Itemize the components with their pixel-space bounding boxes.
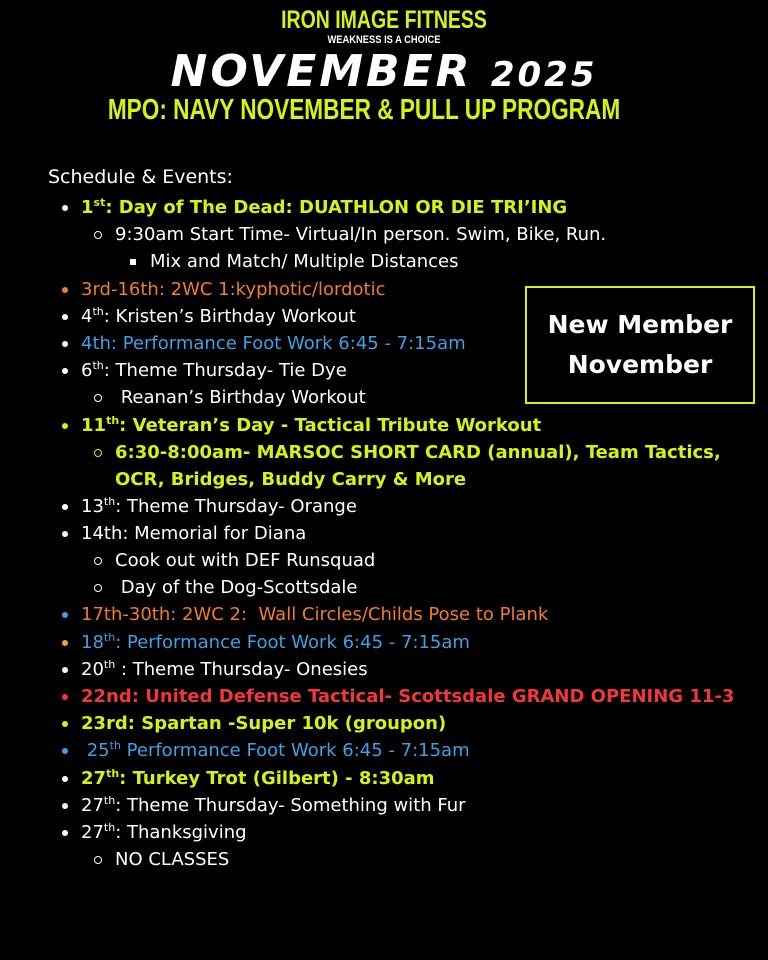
list-item: 9:30am Start Time- Virtual/In person. Swim, Bike, Run. xyxy=(0,221,768,248)
bullet-icon xyxy=(62,504,68,510)
bullet-icon xyxy=(94,856,102,864)
list-item: 1st: Day of The Dead: DUATHLON OR DIE TRI’ING xyxy=(0,194,768,221)
bullet-icon xyxy=(62,640,68,646)
brand-name: IRON IMAGE FITNESS xyxy=(281,6,487,34)
list-item: 27th: Theme Thursday- Something with Fur xyxy=(0,792,768,819)
bullet-icon xyxy=(94,557,102,565)
list-item: 17th-30th: 2WC 2: Wall Circles/Childs Pose to Plank xyxy=(0,601,768,628)
list-item: 18th: Performance Foot Work 6:45 - 7:15am xyxy=(0,629,768,656)
list-item: 4th: Performance Foot Work 6:45 - 7:15am xyxy=(0,330,768,357)
bullet-icon xyxy=(62,612,68,618)
list-item: 4th: Kristen’s Birthday Workout xyxy=(0,303,768,330)
callout-line-2: November xyxy=(567,350,713,379)
bullet-icon xyxy=(62,287,68,293)
list-item: 3rd-16th: 2WC 1:kyphotic/lordotic xyxy=(0,276,768,303)
list-item: NO CLASSES xyxy=(0,846,768,873)
list-item: 6th: Theme Thursday- Tie Dye xyxy=(0,357,768,384)
list-item: Mix and Match/ Multiple Distances xyxy=(0,248,768,275)
callout-line-1: New Member xyxy=(547,310,733,339)
bullet-icon xyxy=(62,721,68,727)
bullet-icon xyxy=(62,776,68,782)
page-title xyxy=(0,46,768,97)
program-title: MPO: NAVY NOVEMBER & PULL UP PROGRAM xyxy=(107,94,621,126)
list-item: 22nd: United Defense Tactical- Scottsdale GRAND OPENING 11-3 xyxy=(0,683,768,710)
bullet-icon xyxy=(62,694,68,700)
bullet-icon xyxy=(62,368,68,374)
bullet-icon xyxy=(130,259,136,265)
bullet-icon xyxy=(62,748,68,754)
bullet-icon xyxy=(62,531,68,537)
list-item: 13th: Theme Thursday- Orange xyxy=(0,493,768,520)
bullet-icon xyxy=(62,667,68,673)
list-item: 25th Performance Foot Work 6:45 - 7:15am xyxy=(0,737,768,764)
list-item: 23rd: Spartan -Super 10k (groupon) xyxy=(0,710,768,737)
bullet-icon xyxy=(94,231,102,239)
list-item: 14th: Memorial for Diana xyxy=(0,520,768,547)
list-item: 20th : Theme Thursday- Onesies xyxy=(0,656,768,683)
bullet-icon xyxy=(94,584,102,592)
new-member-callout xyxy=(525,286,755,404)
list-item: 27th: Turkey Trot (Gilbert) - 8:30am xyxy=(0,765,768,792)
bullet-icon xyxy=(94,394,102,402)
list-item: Reanan’s Birthday Workout xyxy=(0,384,768,411)
bullet-icon xyxy=(62,830,68,836)
schedule-heading: Schedule & Events: xyxy=(48,166,233,188)
list-item: 27th: Thanksgiving xyxy=(0,819,768,846)
bullet-icon xyxy=(62,803,68,809)
bullet-icon xyxy=(62,205,68,211)
bullet-icon xyxy=(62,341,68,347)
list-item: 11th: Veteran’s Day - Tactical Tribute Workout xyxy=(0,412,768,439)
year-label: 2025 xyxy=(490,55,598,95)
list-item: Day of the Dog-Scottsdale xyxy=(0,574,768,601)
bullet-icon xyxy=(94,449,102,457)
list-item: Cook out with DEF Runsquad xyxy=(0,547,768,574)
bullet-icon xyxy=(62,423,68,429)
bullet-icon xyxy=(62,314,68,320)
list-item: 6:30-8:00am- MARSOC SHORT CARD (annual), Team Tactics, OCR, Bridges, Buddy Carry & More xyxy=(0,439,768,493)
month-label: NOVEMBER xyxy=(170,46,473,97)
brand-tagline: WEAKNESS IS A CHOICE xyxy=(327,34,441,46)
